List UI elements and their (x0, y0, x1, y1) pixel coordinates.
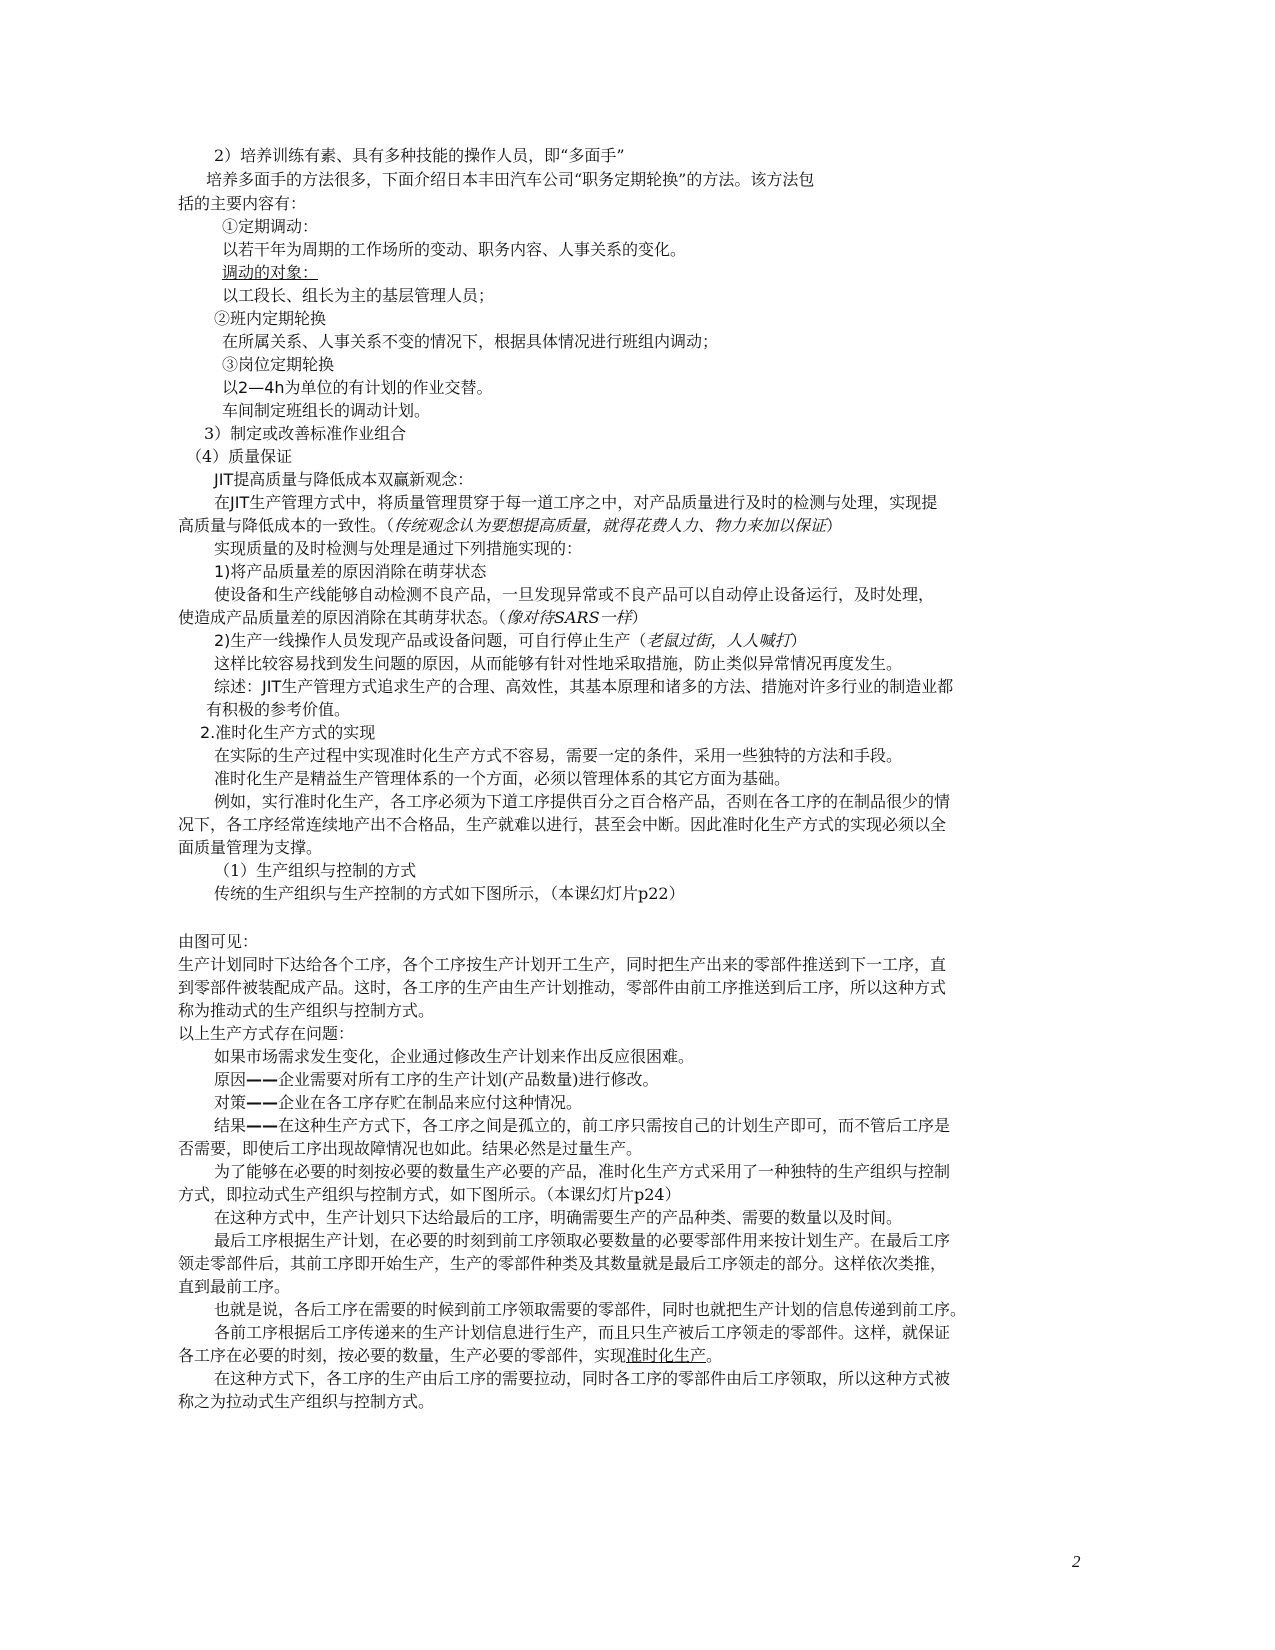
text-line: 况下，各工序经常连续地产出不合格品，生产就难以进行，甚至会中断。因此准时化生产方式的实现必须以全 (178, 815, 947, 834)
text-line: 1)将产品质量差的原因消除在萌芽状态 (214, 562, 487, 581)
text-line: 括的主要内容有： (178, 194, 307, 213)
text-line: 有积极的参考价值。 (206, 700, 351, 719)
text-line: 使设备和生产线能够自动检测不良产品，一旦发现异常或不良产品可以自动停止设备运行，及时处理， (214, 585, 935, 604)
text-line: 原因——企业需要对所有工序的生产计划(产品数量)进行修改。 (214, 1070, 659, 1089)
section-heading: （4）质量保证 (186, 447, 293, 466)
text-line: 2）培养训练有素、具有多种技能的操作人员，即“多面手” (214, 146, 625, 165)
text-line: 使造成产品质量差的原因消除在其萌芽状态。（像对待SARS一样） (178, 608, 648, 627)
text-line: 以上生产方式存在问题： (178, 1024, 355, 1043)
text-line: 在所属关系、人事关系不变的情况下，根据具体情况进行班组内调动； (222, 332, 719, 351)
text-line: 以若干年为周期的工作场所的变动、职务内容、人事关系的变化。 (222, 240, 687, 259)
text-line: 在这种方式下，各工序的生产由后工序的需要拉动，同时各工序的零部件由后工序领取，所以这种方式被 (214, 1369, 951, 1388)
text-line: 这样比较容易找到发生问题的原因，从而能够有针对性地采取措施，防止类似异常情况再度发生。 (214, 654, 903, 673)
text-line: 也就是说，各后工序在需要的时候到前工序领取需要的零部件，同时也就把生产计划的信息传递到前工序。 (214, 1300, 967, 1319)
underlined-heading: 调动的对象： (222, 263, 319, 282)
text-line: 在JIT生产管理方式中，将质量管理贯穿于每一道工序之中，对产品质量进行及时的检测与处理，实现提 (214, 493, 938, 512)
text-line: 实现质量的及时检测与处理是通过下列措施实现的： (214, 539, 583, 558)
text-line: ①定期调动： (222, 217, 319, 236)
text-line: 称之为拉动式生产组织与控制方式。 (178, 1392, 435, 1411)
text-line: ③岗位定期轮换 (222, 355, 335, 374)
text-line: 生产计划同时下达给各个工序，各个工序按生产计划开工生产，同时把生产出来的零部件推送到下一工序，直 (178, 955, 947, 974)
text-line: 综述：JIT生产管理方式追求生产的合理、高效性，其基本原理和诸多的方法、措施对许多行业的制造业都 (214, 677, 954, 696)
text-line: 最后工序根据生产计划，在必要的时刻到前工序领取必要数量的必要零部件用来按计划生产。在最后工序 (214, 1231, 951, 1250)
text-line: 例如，实行准时化生产，各工序必须为下道工序提供百分之百合格产品，否则在各工序的在制品很少的情 (214, 792, 951, 811)
text-line: 到零部件被装配成产品。这时，各工序的生产由生产计划推动，零部件由前工序推送到后工序，所以这种方式 (178, 978, 947, 997)
text-line: 准时化生产是精益生产管理体系的一个方面，必须以管理体系的其它方面为基础。 (214, 769, 791, 788)
text-line: 结果——在这种生产方式下，各工序之间是孤立的，前工序只需按自己的计划生产即可，而不管后工序是 (214, 1116, 951, 1135)
text-line: ②班内定期轮换 (214, 309, 327, 328)
page-number: 2 (1072, 1552, 1081, 1571)
text-line: 方式，即拉动式生产组织与控制方式，如下图所示。（本课幻灯片p24） (178, 1185, 681, 1204)
text-line: 培养多面手的方法很多，下面介绍日本丰田汽车公司“职务定期轮换”的方法。该方法包 (206, 170, 815, 189)
text-line: （1）生产组织与控制的方式 (214, 861, 417, 880)
text-line: 领走零部件后，其前工序即开始生产，生产的零部件种类及其数量就是最后工序领走的部分。这样依次类推， (178, 1254, 947, 1273)
text-line: 高质量与降低成本的一致性。（传统观念认为要想提高质量，就得花费人力、物力来加以保证） (178, 516, 843, 535)
text-line: 在实际的生产过程中实现准时化生产方式不容易，需要一定的条件，采用一些独特的方法和手段。 (214, 746, 903, 765)
text-line: 2)生产一线操作人员发现产品或设备问题，可自行停止生产（老鼠过街，人人喊打） (214, 631, 807, 650)
text-line: 在这种方式中，生产计划只下达给最后的工序，明确需要生产的产品种类、需要的数量以及时间。 (214, 1208, 903, 1227)
text-line: 传统的生产组织与生产控制的方式如下图所示，（本课幻灯片p22） (214, 884, 685, 903)
text-line: 否需要，即使后工序出现故障情况也如此。结果必然是过量生产。 (178, 1139, 643, 1158)
text-line: 直到最前工序。 (178, 1277, 291, 1296)
text-line: 3）制定或改善标准作业组合 (204, 424, 407, 443)
text-line: 如果市场需求发生变化，企业通过修改生产计划来作出反应很困难。 (214, 1047, 695, 1066)
text-line: 由图可见： (178, 932, 259, 951)
text-line: JIT提高质量与降低成本双赢新观念： (214, 470, 474, 489)
text-line: 各工序在必要的时刻，按必要的数量，生产必要的零部件，实现准时化生产。 (178, 1346, 723, 1365)
text-line: 面质量管理为支撑。 (178, 838, 323, 857)
text-line: 以工段长、组长为主的基层管理人员； (222, 286, 495, 305)
text-line: 称为推动式的生产组织与控制方式。 (178, 1001, 435, 1020)
text-line: 以2—4h为单位的有计划的作业交替。 (222, 378, 493, 397)
text-line: 为了能够在必要的时刻按必要的数量生产必要的产品，准时化生产方式采用了一种独特的生产组织与控制 (214, 1162, 951, 1181)
text-line: 各前工序根据后工序传递来的生产计划信息进行生产，而且只生产被后工序领走的零部件。这样，就保证 (214, 1323, 951, 1342)
text-line: 对策——企业在各工序存贮在制品来应付这种情况。 (214, 1093, 583, 1112)
text-line: 车间制定班组长的调动计划。 (222, 401, 431, 420)
section-heading: 2.准时化生产方式的实现 (200, 723, 376, 742)
